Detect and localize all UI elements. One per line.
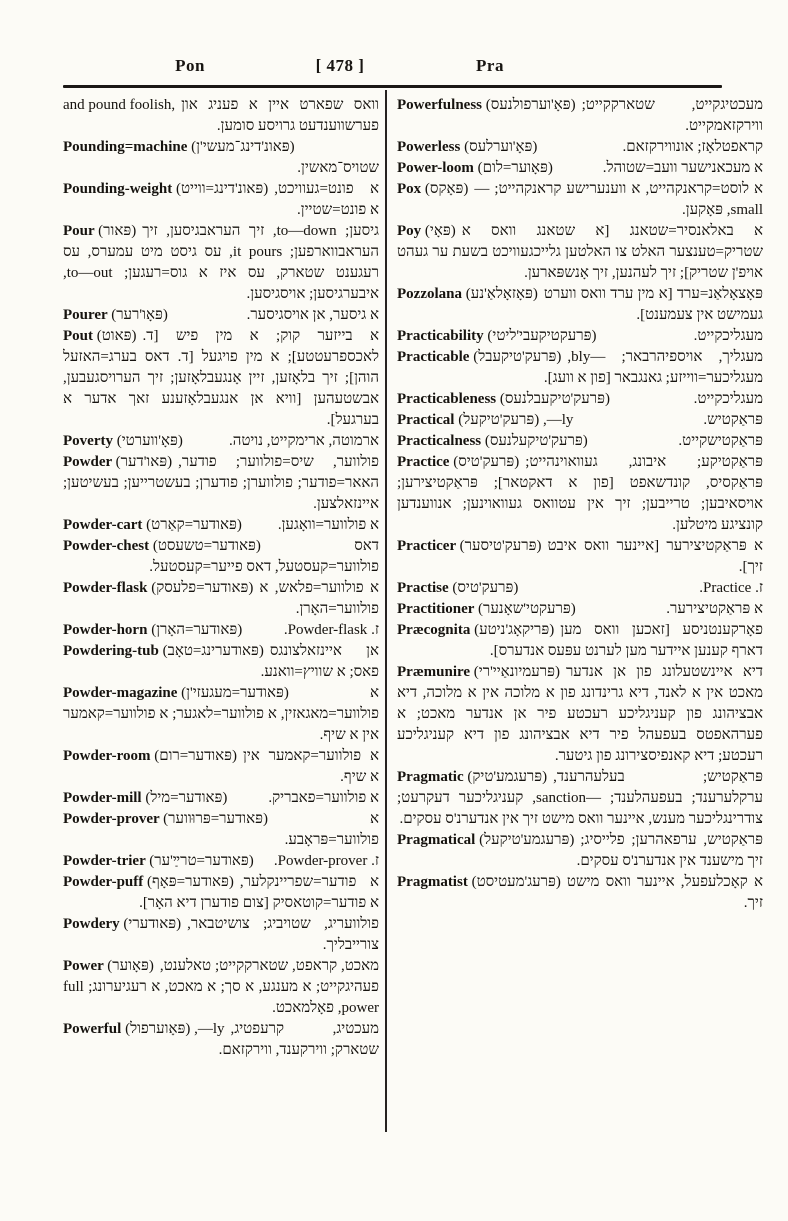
entry-headword: Præmunire (פּרעמיונאַיי'רי) <box>397 664 560 680</box>
entry-definition: א באלאנסיר=שטאנג [א שטאנג וואס א שטריק=טענצער האלט צו האלטען גלייכגעוויכט בשעת ער געהט אויפ'ן שטריק]; זיך לעהנען, זיך אָנשפּארען. <box>397 223 763 281</box>
entry-pronunciation: (פּרעגמע'טיק) <box>467 769 548 785</box>
entry-definition: א פולווער=פלאש, א פולווער=האָרן. <box>259 580 379 617</box>
dictionary-entry <box>397 347 763 389</box>
dictionary-entry <box>397 767 763 830</box>
entry-headword: Practicability (פּרעקטיקעבי'ליטי) <box>397 328 597 344</box>
entry-definition: גיסען; to—down, זיך העראבגיסען, זיך העראבווארפען; it pours, עס גיסט מיט עמערס, עס רעגענט שטארק, עס איז א גוס=רעגען; to—out, איבערגיסען; אויסגיסען. <box>63 223 379 302</box>
entry-pronunciation: (פּאָי) <box>424 223 456 239</box>
entry-definition: פאָרקענטניסע [זאכען וואס מען דארף קענען איידער מען לערנט עפּעס אנדערס]. <box>489 622 763 659</box>
dictionary-entry <box>63 326 379 431</box>
column-divider-rule <box>385 90 387 1132</box>
entry-headword: Powder-flask (פּאודער=פלעסק) <box>63 580 254 596</box>
entry-definition: פּראַקטישקייט. <box>678 433 763 449</box>
entry-pronunciation: (פּרעק'טיקעבלנעס) <box>499 391 610 407</box>
entry-pronunciation: (פּאָוער) <box>107 958 154 974</box>
entry-definition: אן איינזאלצונגס פאס; א שוויץ=וואנע. <box>260 643 379 680</box>
entry-definition: א פודער=שפריינקלער, א פודער=קוטאסיק [צום פודערן דיא האָר]. <box>139 874 379 911</box>
entry-pronunciation: (פּרעק'טיקעבל) <box>473 349 562 365</box>
entry-definition: א מעכאנישער וועב=שטוהל. <box>602 160 763 176</box>
dictionary-entry <box>397 326 763 347</box>
dictionary-entry <box>63 872 379 914</box>
entry-definition: מאכט, קראפט, שטארקקייט; טאלענט, פעהיגקייט; א מענגע, א סך; א מאכט, א רעגיערונג; full power, פאָלמאכט. <box>63 958 379 1016</box>
dictionary-entry <box>63 809 379 851</box>
entry-definition: פּראַקטיש. <box>703 412 763 428</box>
entry-pronunciation: (פּאודער=רום) <box>154 748 238 764</box>
dictionary-entry <box>63 578 379 620</box>
right-column <box>397 95 763 1127</box>
entry-pronunciation: (פּרעק'טיס) <box>452 580 519 596</box>
entry-pronunciation: (פּאָקס) <box>424 181 469 197</box>
entry-pronunciation: (פּאודערי) <box>123 916 182 932</box>
entry-headword: Præcognita (פּריקאָג'ניטע) <box>397 622 555 638</box>
entry-pronunciation: (פּאור) <box>98 223 137 239</box>
entry-definition: מעגליך, אויספיהרבאר; —bly, מעגליכער=ווייזע; גאנגבאר [פון א וועג]. <box>543 349 763 386</box>
entry-headword: Powdery (פּאודערי) <box>63 916 182 932</box>
entry-headword: Practice (פּרעק'טיס) <box>397 454 520 470</box>
entry-definition: שטויס־מאשין. <box>297 160 379 176</box>
entry-pronunciation: (פּאָו'רער) <box>111 307 168 323</box>
entry-definition: פּראַקטיקע; איבונג, געוואוינהייט; פּראַקסיס, קונדשאפט [פון א דאקטאר]; פּראַקטיצירען; אויסאיבען; טרייבען; זיך אין עטוואס געוואוינען; אנווענדען קונציגע מיטלען. <box>397 454 763 533</box>
entry-pronunciation: (פּרעקטי'שאָנער) <box>477 601 576 617</box>
dictionary-entry <box>397 284 763 326</box>
entry-pronunciation: (פּאָ'וערלעס) <box>464 139 538 155</box>
entry-pronunciation: (פּאודער=פלעסק) <box>151 580 254 596</box>
entry-definition: א פּראַקטיצירער [איינער וואס איבט זיך]. <box>547 538 763 575</box>
dictionary-entry <box>397 179 763 221</box>
dictionary-entry <box>63 851 379 872</box>
entry-headword: Poy (פּאָי) <box>397 223 456 239</box>
dictionary-entry <box>397 410 763 431</box>
dictionary-entry <box>397 389 763 410</box>
entry-headword: Pourer (פּאָו'רער) <box>63 307 168 323</box>
entry-headword: Practise (פּרעק'טיס) <box>397 580 519 596</box>
entry-pronunciation: (פּרעק'טיס) <box>453 454 520 470</box>
dictionary-entry <box>63 431 379 452</box>
dictionary-entry <box>63 788 379 809</box>
entry-headword: Pounding=machine (פּאונ'דינג־מעשי'ן) <box>63 139 295 155</box>
entry-pronunciation: (פּריקאָג'ניטע) <box>474 622 555 638</box>
entry-headword: Powder-chest (פּאודער=טשעסט) <box>63 538 261 554</box>
dictionary-entry <box>63 515 379 536</box>
entry-headword: Powerful (פּאָוערפול) ,—ly <box>63 1021 225 1037</box>
guide-word-left: Pon <box>175 56 205 75</box>
entry-pronunciation: (פּרעקטיקעבי'ליטי) <box>487 328 597 344</box>
entry-headword: Practicableness (פּרעק'טיקעבלנעס) <box>397 391 610 407</box>
dictionary-entry <box>63 746 379 788</box>
entry-definition: פּאָצאָלאַנ=ערד [א מין ערד וואס ווערט געמישט אין צעמענט]. <box>543 286 763 323</box>
dictionary-entry <box>397 620 763 662</box>
entry-pronunciation: (פּאָוער=לום) <box>477 160 553 176</box>
entry-definition: מעכטיג, קרעפטיג, שטארק; ווירקענד, ווירקזאם. <box>218 1021 379 1058</box>
entry-definition: א לוסט=קראנקהייט, א ווענערישע קראנקהייט; —small, פּאָקען. <box>474 181 763 218</box>
dictionary-entry <box>63 641 379 683</box>
entry-definition: א גיסער, אן אויסגיסער. <box>246 307 379 323</box>
dictionary-entry <box>63 914 379 956</box>
entry-definition: מעכטיגקייט, שטארקקייט; ווירקזאמקייט. <box>581 97 763 134</box>
dictionary-entry <box>397 452 763 536</box>
entry-headword: Practitioner (פּרעקטי'שאָנער) <box>397 601 576 617</box>
entry-definition: א פולווער=מאגאזין, א פולווער=לאגער; א פולווער=קאמער אין א שיף. <box>63 685 379 743</box>
entry-headword: Powerless (פּאָ'וערלעס) <box>397 139 538 155</box>
entry-definition: א פולווער=קאמער אין א שיף. <box>243 748 379 785</box>
entry-pronunciation: (פּאָ'ווערטי) <box>116 433 183 449</box>
dictionary-entry <box>63 95 379 137</box>
dictionary-entry <box>397 431 763 452</box>
dictionary-entry <box>397 662 763 767</box>
entry-definition: א פּראַקטיצירער. <box>666 601 763 617</box>
entry-headword: Practicalness (פּרעק'טיקעלנעס) <box>397 433 588 449</box>
entry-headword: Practical (פּרעק'טיקעל) ,—ly <box>397 412 574 428</box>
dictionary-entry <box>63 683 379 746</box>
entry-definition: א פולווער=וואָגען. <box>277 517 379 533</box>
dictionary-entry <box>63 956 379 1019</box>
entry-headword: Practicable (פּרעק'טיקעבל) <box>397 349 562 365</box>
dictionary-entry <box>397 599 763 620</box>
entry-definition: א קאָכלעפעל, איינער וואס מישט זיך. <box>566 874 763 911</box>
dictionary-entry <box>397 95 763 137</box>
left-column <box>63 95 379 1117</box>
entry-headword: Powdering-tub (פּאודערינג=טאָב) <box>63 643 264 659</box>
entry-headword: Powder-room (פּאודער=רום) <box>63 748 238 764</box>
entry-headword: Pout (פּאוט) <box>63 328 137 344</box>
dictionary-entry <box>397 830 763 872</box>
entry-definition: א פונט=געוויכט, א פונט=שטיין. <box>274 181 379 218</box>
entry-headword: Pox (פּאָקס) <box>397 181 469 197</box>
entry-headword: and pound foolish, <box>63 97 176 113</box>
entry-definition: קראפטלאָז; אונווירקזאם. <box>622 139 763 155</box>
entry-definition: א פולווער=פאבריק. <box>268 790 379 806</box>
entry-headword: Powder-prover (פּאודער=פּרוּווער) <box>63 811 268 827</box>
entry-pronunciation: (פּרעמיונאַיי'רי) <box>473 664 560 680</box>
dictionary-entry <box>63 137 379 179</box>
entry-headword: Pragmatist (פּרעג'מעטיסט) <box>397 874 561 890</box>
dictionary-entry <box>63 620 379 641</box>
entry-pronunciation: (פּאָזאָלאַ'נע) <box>465 286 538 302</box>
entry-pronunciation: (פּרעגמע'טיקעל) <box>479 832 575 848</box>
entry-pronunciation: (פּאָוערפול) ,—ly <box>125 1021 225 1037</box>
entry-pronunciation: (פּרעק'טיקעל) ,—ly <box>458 412 574 428</box>
entry-headword: Pozzolana (פּאָזאָלאַ'נע) <box>397 286 538 302</box>
dictionary-entry <box>397 158 763 179</box>
dictionary-entry <box>397 137 763 158</box>
entry-pronunciation: (פּאודער=טשעסט) <box>152 538 261 554</box>
entry-headword: Powder (פּאו'דער) <box>63 454 173 470</box>
entry-definition: מעגליכקייט. <box>693 328 763 344</box>
entry-pronunciation: (פּאודער=מעגעזי'ן) <box>181 685 289 701</box>
entry-headword: Power-loom (פּאָוער=לום) <box>397 160 553 176</box>
entry-definition: ז. Practice. <box>699 580 763 596</box>
dictionary-entry <box>397 221 763 284</box>
entry-definition: מעגליכקייט. <box>693 391 763 407</box>
entry-definition: ארמוטה, ארימקייט, נויטה. <box>228 433 379 449</box>
entry-headword: Poverty (פּאָ'ווערטי) <box>63 433 183 449</box>
entry-pronunciation: (פּרעג'מעטיסט) <box>471 874 561 890</box>
entry-definition: פולוועריג, שטויביג; צושיטבאר, צורייבליך. <box>187 916 379 953</box>
dictionary-entry <box>63 536 379 578</box>
entry-definition: ז. Powder-flask. <box>283 622 379 638</box>
entry-headword: Powerfulness (פּאָ'וערפולנעס) <box>397 97 576 113</box>
dictionary-entry <box>63 179 379 221</box>
entry-headword: Powder-horn (פּאודער=האָרן) <box>63 622 243 638</box>
entry-pronunciation: (פּאוט) <box>96 328 137 344</box>
entry-pronunciation: (פּאודער=פּאָף) <box>147 874 234 890</box>
guide-word-right: Pra <box>476 56 504 75</box>
dictionary-entry <box>63 452 379 515</box>
entry-pronunciation: (פּאונ'דינג־מעשי'ן) <box>191 139 295 155</box>
dictionary-entry <box>63 221 379 305</box>
entry-definition: א פולווער=פּראָבע. <box>284 811 379 848</box>
dictionary-entry <box>397 578 763 599</box>
entry-headword: Pour (פּאור) <box>63 223 137 239</box>
entry-pronunciation: (פּאודער=האָרן) <box>151 622 243 638</box>
entry-pronunciation: (פּאו'דער) <box>115 454 173 470</box>
entry-headword: Pounding-weight (פּאונ'דינג=ווייט) <box>63 181 269 197</box>
entry-definition: א בייזער קוק; א מין פיש [ד. לאכספרעטטע]; א מין פויגעל [ד. דאס בערג=האזעל הוהן]; זיך בלאָזען, זיין אָנגעבלאָזען; זיך הערויסגעבען, אבשטעהען [וויא אן אנגעבלאָזענע זאך אדער א בערגעל]. <box>63 328 379 428</box>
dictionary-entry <box>397 872 763 914</box>
entry-headword: Powder-puff (פּאודער=פּאָף) <box>63 874 234 890</box>
entry-headword: Practicer (פּרעק'טיסער) <box>397 538 542 554</box>
entry-headword: Power (פּאָוער) <box>63 958 154 974</box>
header-rule <box>63 85 722 88</box>
entry-definition: פולווער, שיס=פולווער; פודער, האאר=פודער; פולווערן; פודערן; בעשטרייען; בעשיטען; איינזאלצען. <box>63 454 379 512</box>
entry-pronunciation: (פּאודער=קאַרט) <box>146 517 242 533</box>
dictionary-entry <box>63 1019 379 1061</box>
entry-pronunciation: (פּרעק'טיקעלנעס) <box>484 433 588 449</box>
entry-pronunciation: (פּאודער=פּרוּווער) <box>163 811 268 827</box>
entry-definition: ז. Powder-prover. <box>273 853 379 869</box>
entry-definition: וואס שפארט איין א פעניג און פערשווענדעט גרויסע סומען. <box>181 97 379 134</box>
entry-pronunciation: (פּרעק'טיסער) <box>459 538 542 554</box>
entry-headword: Pragmatic (פּרעגמע'טיק) <box>397 769 548 785</box>
entry-definition: דיא איינשטעלונג פון אן אנדער מאכט אין א לאנד, דיא גרינדונג פון א מלוכה אין א מלוכה, דיא אבציהונג פון קעניגליכע רעכטע פיר אן אנדער מאכט; א פערהאפטס בעפעהל פיר דיא אבציהונג פון דיא קעניגליכע רעכטע; דיא קאנפיסצירונג פון גיטער. <box>397 664 763 764</box>
dictionary-entry <box>397 536 763 578</box>
entry-headword: Pragmatical (פּרעגמע'טיקעל) <box>397 832 575 848</box>
page-number: [ 478 ] <box>315 56 365 75</box>
entry-headword: Powder-trier (פּאודער=טרײַ'ער) <box>63 853 254 869</box>
entry-pronunciation: (פּאודער=טרײַ'ער) <box>149 853 254 869</box>
entry-pronunciation: (פּאודערינג=טאָב) <box>162 643 264 659</box>
entry-definition: פּראַקטיש; בעלעהרענד, ערקלערענד; בעפעהלענד; —sanction, קעניגליכער דעקרעט; צודרינגליכער מענש, איינער וואס מישט זיך אין אנדערנ'ס עסקים. <box>397 769 763 827</box>
entry-pronunciation: (פּאודער=מיל) <box>145 790 228 806</box>
dictionary-entry <box>63 305 379 326</box>
entry-pronunciation: (פּאונ'דינג=ווייט) <box>175 181 269 197</box>
entry-definition: פּראַקטיש, ערפאהרען; פלייסיג; זיך מישענד אין אנדערנ'ס עסקים. <box>576 832 763 869</box>
entry-headword: Powder-cart (פּאודער=קאַרט) <box>63 517 242 533</box>
entry-headword: Powder-mill (פּאודער=מיל) <box>63 790 228 806</box>
entry-headword: Powder-magazine (פּאודער=מעגעזי'ן) <box>63 685 289 701</box>
entry-pronunciation: (פּאָ'וערפולנעס) <box>485 97 576 113</box>
entry-definition: דאס פולווער=קעסטעל, דאס פייער=קעסטעל. <box>149 538 379 575</box>
